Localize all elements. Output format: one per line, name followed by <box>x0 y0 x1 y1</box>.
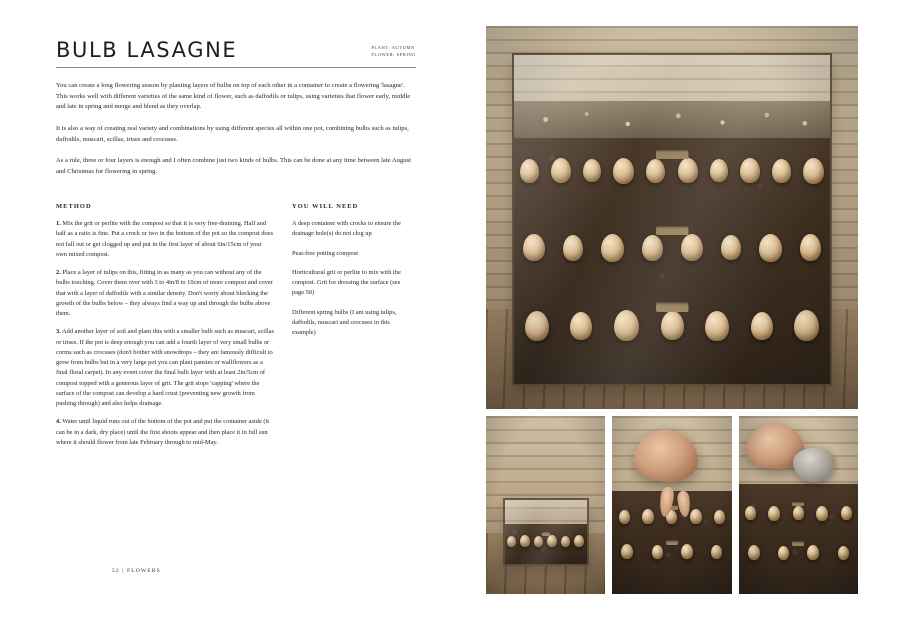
bulb <box>661 311 684 340</box>
bulb <box>768 506 780 521</box>
bulb <box>807 545 819 560</box>
need-item: A deep container with crocks to ensure the drainage hole(s) do not clog up <box>292 220 401 238</box>
bulb <box>507 536 516 547</box>
hero-scene <box>486 26 858 409</box>
bulb <box>563 235 583 261</box>
step-number: 1. <box>56 220 61 227</box>
bulb <box>601 234 624 262</box>
thumb-photo-2 <box>612 416 731 594</box>
need-item: Different spring bulbs (I am using tulips, daffodils, muscari and crocuses in this example) <box>292 308 397 336</box>
grit-top-layer <box>514 101 830 138</box>
bulb-layer-middle <box>514 234 830 262</box>
bulb <box>534 536 543 547</box>
thumbnail-row <box>486 416 858 594</box>
bulb <box>721 235 741 260</box>
intro-text <box>56 81 416 178</box>
bulb <box>740 158 760 183</box>
method-step <box>56 417 274 448</box>
image-column <box>486 26 858 594</box>
bulb <box>772 159 791 183</box>
step-number: 4. <box>56 418 61 426</box>
lower-columns <box>56 203 416 456</box>
intro-paragraph-1: You can create a long flowering season by planting layers of bulbs on top of each other in a container to create a flowering 'lasagne'. This works well with different varieties of the same kind of flower, such as daffodils or tulips, using varieties that flower early, middle and late in spring and merge and blend as they overlap. <box>56 82 411 111</box>
thumb-photo-3 <box>739 416 858 594</box>
thumb-photo-1 <box>486 416 605 594</box>
bulb <box>547 535 557 547</box>
bulb <box>642 235 663 261</box>
bulb <box>561 536 570 547</box>
bulb-layer <box>505 535 587 547</box>
method-column <box>56 203 274 456</box>
bulb-layer <box>739 506 858 521</box>
title-row <box>56 40 416 68</box>
method-step <box>56 327 274 409</box>
bulb <box>838 546 849 560</box>
step-number: 2. <box>56 269 61 276</box>
step-text: Place a layer of tulips on this, fitting in as many as you can without any of the bulbs touching. Cover them over with 3 to 4in/8 to 10cm of more compost and cover that with a layer of daffodils with a similar density. Don't worry about blocking the growth of the bulbs below – they always find a way up and through the bulbs above them. <box>56 269 273 317</box>
need-item: Peat-free potting compost <box>292 249 359 257</box>
hero-photo <box>486 26 858 409</box>
plant-flower-meta <box>371 45 416 61</box>
bulb-layer-bottom <box>514 310 830 341</box>
soil-body <box>739 484 858 594</box>
step-text: Mix the grit or perlite with the compost so that it is very free-draining. Half and half as a ratio is fine. Put a crock or two in the bottom of the pot so the compost does not fall out or get clogged up and put in the first layer of about 6in/15cm of your own mixed compost. <box>56 220 274 258</box>
glass-container <box>503 498 589 566</box>
bulb <box>520 535 530 547</box>
text-column <box>56 40 416 600</box>
method-step <box>56 268 274 319</box>
bulb <box>745 506 756 520</box>
bulb <box>583 159 601 182</box>
soil-body <box>612 491 731 594</box>
step-number: 3. <box>56 328 61 336</box>
meta-plant: PLANT: AUTUMN <box>371 45 415 51</box>
bulb <box>710 159 728 182</box>
bulb-layer <box>612 544 731 559</box>
bulb <box>614 310 639 341</box>
bulb <box>841 506 852 520</box>
intro-paragraph-2: It is also a way of creating real variety and combinations by using different species all within one pot, combining bulbs such as tulips, daffodils, muscari, scillas, irises and crocuses. <box>56 125 409 143</box>
soil-body <box>514 101 830 384</box>
bulb <box>646 159 665 183</box>
bulb <box>705 311 729 341</box>
bulb <box>520 159 539 183</box>
page-folio: 52 | FLOWERS <box>112 568 161 574</box>
soil-body <box>505 524 587 563</box>
bulb <box>778 546 789 560</box>
bulb <box>800 234 821 261</box>
bulb <box>681 544 693 559</box>
bulb <box>690 509 702 524</box>
bulb <box>574 535 584 547</box>
bulb <box>759 234 782 262</box>
step-text: Add another layer of soil and plant this with a smaller bulb such as muscari, scillas or irises. If the pot is deep enough you can add a fourth layer of very small bulbs or corms such as crocuses (don't bother with snowdrops – they are famously difficult to grow from bulbs but in a very large pot you can plant pansies or wallflowers as a final floral carpet). In any event cover the final bulb layer with at least 2in/5cm of compost topped with a generous layer of grit. The grit stops 'capping' where the surface of the compost can develop a hard crust (preventing new growth from pushing through) and also helps drainage. <box>56 328 274 407</box>
bulb <box>525 311 549 341</box>
meta-flower: FLOWER: SPRING <box>371 52 416 58</box>
bulb <box>642 509 654 524</box>
bulb <box>523 234 545 261</box>
bulb <box>714 510 725 524</box>
bulb <box>803 158 824 184</box>
bulb <box>711 545 722 559</box>
bulb <box>551 158 571 183</box>
bulb <box>681 234 703 261</box>
bulb <box>816 506 828 521</box>
bulb <box>570 312 592 340</box>
bulb <box>621 544 633 559</box>
bulb-layer <box>739 545 858 560</box>
bulb-layer <box>612 509 731 524</box>
bulb <box>794 310 819 341</box>
glass-container <box>512 53 832 386</box>
you-will-need-heading: YOU WILL NEED <box>292 203 359 210</box>
method-heading: METHOD <box>56 203 92 210</box>
bulb <box>652 545 663 559</box>
bulb <box>751 312 773 340</box>
intro-paragraph-3: As a rule, three or four layers is enough and I often combine just two kinds of bulbs. This can be done at any time between late August and Christmas for flowering in spring. <box>56 157 411 176</box>
bulb <box>619 510 630 524</box>
step-text: Water until liquid runs out of the bottom of the pot and put the container aside (it can be in a dark, dry place) until the first shoots appear and then place it in full sun where it should flower from late February through to mid-May. <box>56 418 270 446</box>
bulb <box>678 158 698 183</box>
you-will-need-column <box>292 203 402 456</box>
bulb <box>613 158 634 184</box>
bulb <box>748 545 760 560</box>
need-item: Horticultural grit or perlite to mix with the compost. Grit for dressing the surface (see page 50) <box>292 268 401 297</box>
method-step <box>56 219 274 260</box>
bulb <box>793 506 804 520</box>
page-title: BULB LASAGNE <box>56 38 238 62</box>
bulb-layer-top <box>514 158 830 184</box>
